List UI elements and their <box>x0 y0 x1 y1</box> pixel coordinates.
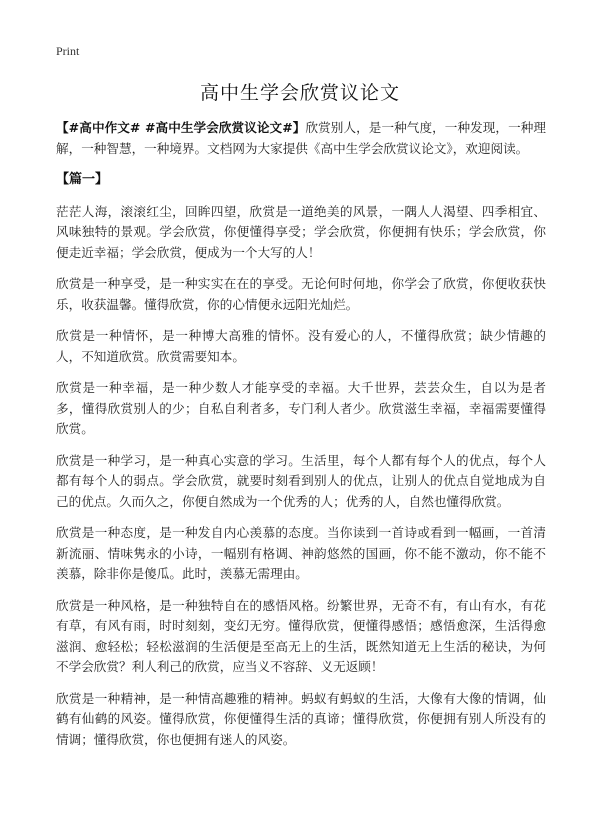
intro-tag: 【#高中作文# #高中生学会欣赏议论文#】 <box>56 120 306 135</box>
article-body <box>56 118 546 761</box>
print-label[interactable]: Print <box>56 44 80 58</box>
intro-paragraph <box>56 118 546 159</box>
paragraph-2: 欣赏是一种享受，是一种实实在在的享受。无论何时何地，你学会了欣赏，你便收获快乐，收获温馨。懂得欣赏，你的心情便永远阳光灿烂。 <box>56 276 546 312</box>
intro-text: 欣赏别人，是一种气度，一种发现，一种理解，一种智慧，一种境界。文档网为大家提供《高中生学会欣赏议论文》，欢迎阅读。 <box>56 120 547 156</box>
paragraph-1: 茫茫人海，滚滚红尘，回眸四望，欣赏是一道绝美的风景，一隅人人渴望、四季相宜、风味独特的景观。学会欣赏，你便懂得享受；学会欣赏，你便拥有快乐；学会欣赏，你便走近幸福；学会欣赏，便成为一个大写的人！ <box>56 203 546 260</box>
section-heading: 【篇一】 <box>56 172 109 187</box>
paragraph-7: 欣赏是一种风格，是一种独特自在的感悟风格。纷繁世界，无奇不有，有山有水，有花有草，有风有雨，时时刻刻，变幻无穷。懂得欣赏，便懂得感悟；感悟愈深，生活得愈滋润、愈轻松；轻松滋润的生活便是至高无上的生活，既然知道无上生活的秘诀，为何不学会欣赏？利人利己的欣赏，应当义不容辞、义无返顾！ <box>56 597 546 674</box>
page-title: 高中生学会欣赏议论文 <box>199 82 400 104</box>
paragraph-8: 欣赏是一种精神，是一种情高趣雅的精神。蚂蚁有蚂蚁的生活，大像有大像的情调，仙鹤有仙鹤的风姿。懂得欣赏，你便懂得生活的真谛；懂得欣赏，你便拥有别人所没有的情调；懂得欣赏，你也便拥有迷人的风姿。 <box>56 690 546 747</box>
paragraph-4: 欣赏是一种幸福，是一种少数人才能享受的幸福。大千世界，芸芸众生，自以为是者多，懂得欣赏别人的少；自私自利者多，专门利人者少。欣赏滋生幸福，幸福需要懂得欣赏。 <box>56 380 546 436</box>
paragraph-6: 欣赏是一种态度，是一种发自内心羡慕的态度。当你读到一首诗或看到一幅画，一首清新流丽、情味隽永的小诗，一幅别有格调、神韵悠然的国画，你不能不激动，你不能不羡慕，除非你是傻瓜。此时，羡慕无需理由。 <box>56 525 546 581</box>
paragraph-3: 欣赏是一种情怀，是一种博大高雅的情怀。没有爱心的人，不懂得欣赏；缺少情趣的人，不知道欣赏。欣赏需要知本。 <box>56 328 546 364</box>
paragraph-5: 欣赏是一种学习，是一种真心实意的学习。生活里，每个人都有每个人的优点，每个人都有每个人的弱点。学会欣赏，就要时刻看到别人的优点，让别人的优点自觉地成为自己的优点。久而久之，你便自然成为一个优秀的人；优秀的人，自然也懂得欣赏。 <box>56 452 546 509</box>
